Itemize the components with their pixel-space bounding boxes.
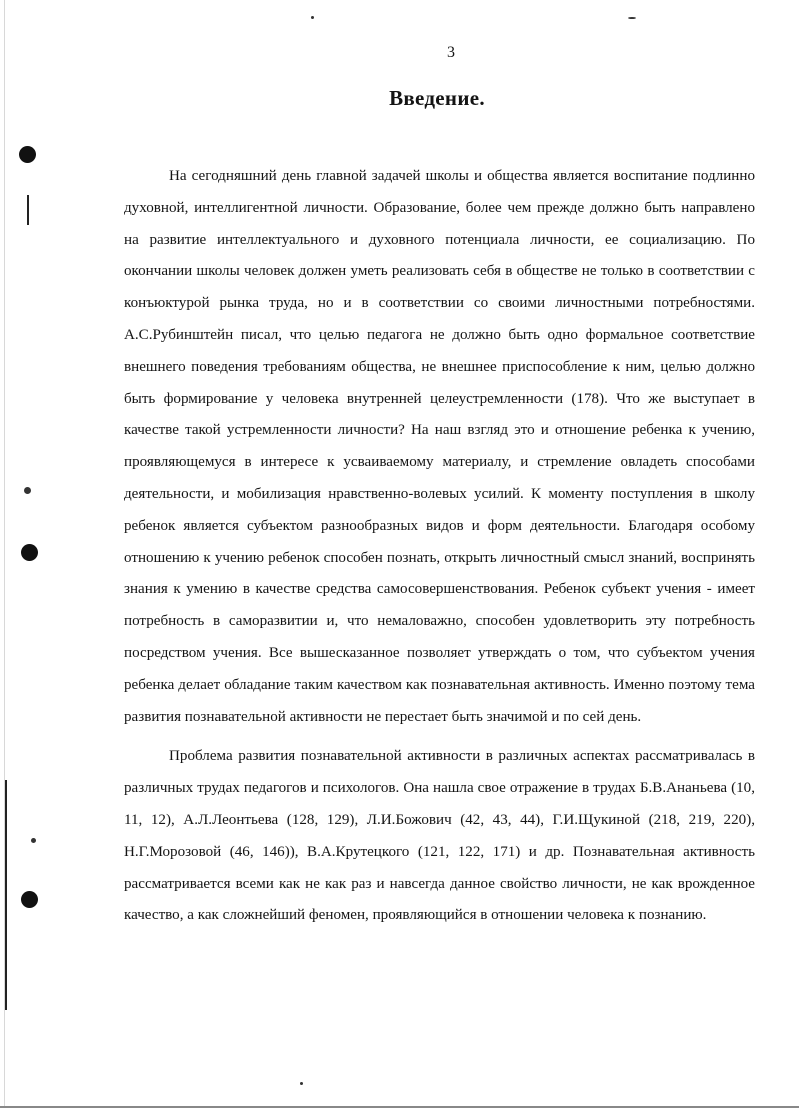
paragraph-literature: Проблема развития познавательной активности в различных аспектах рассматривалась в различных трудах педагогов и психологов. Она нашла свое отражение в трудах Б.В.Ананьева (10, 11, 12), А.Л.Леонтьева (128, 129), Л.И.Божович (42, 43, 44), Г.И.Щукиной (218, 219, 220), Н.Г.Морозовой (46, 146)), В.А.Крутецкого (121, 122, 171) и др. Познавательная активность рассматривается всеми как не как раз и навсегда данное свойство личности, не как врожденное качество, а как сложнейший феномен, проявляющийся в отношении человека к познанию.	[124, 748, 755, 924]
scan-edge-mark	[27, 195, 29, 225]
binder-hole-3	[21, 891, 38, 908]
binder-hole-1	[19, 146, 36, 163]
scan-speck	[628, 17, 636, 19]
scan-speck	[311, 16, 314, 19]
body-text	[124, 161, 755, 932]
page-number: 3	[447, 44, 455, 61]
scan-speck	[300, 1082, 303, 1085]
scan-bottom-edge	[0, 1106, 799, 1108]
scan-speck	[24, 487, 31, 494]
scan-edge-mark	[5, 780, 7, 1010]
binder-hole-2	[21, 544, 38, 561]
section-title: Введение.	[389, 86, 485, 110]
paragraph-introduction: На сегодняшний день главной задачей школы и общества является воспитание подлинно духовной, интеллигентной личности. Образование, более чем прежде должно быть направлено на развитие интеллектуального и духовного потенциала личности, ее социализацию. По окончании школы человек должен уметь реализовать себя в обществе не только в соответствии с конъюктурой рынка труда, но и в соответствии со своими личностными потребностями. А.С.Рубинштейн писал, что целью педагога не должно быть одно формальное соответствие внешнего поведения требованиям общества, не внешнее приспособление к ним, целью должно быть формирование у человека внутренней целеустремленности (178). Что же выступает в качестве такой устремленности личности? На наш взгляд это и отношение ребенка к учению, проявляющемуся в интересе к усваиваемому материалу, и стремление овладеть способами деятельности, и мобилизация нравственно-волевых усилий. К моменту поступления в школу ребенок является субъектом разнообразных видов и форм деятельности. Благодаря особому отношению к учению ребенок способен познать, открыть личностный смысл знаний, воспринять знания к умению в качестве средства самосовершенствования. Ребенок субъект учения - имеет потребность в саморазвитии и, что немаловажно, способен удовлетворить эту потребность посредством учения. Все вышесказанное позволяет утверждать о том, что субъектом учения ребенка делает обладание таким качеством как познавательная активность. Именно поэтому тема развития познавательной активности не перестает быть значимой и по сей день.	[124, 168, 755, 725]
scan-speck	[31, 838, 36, 843]
